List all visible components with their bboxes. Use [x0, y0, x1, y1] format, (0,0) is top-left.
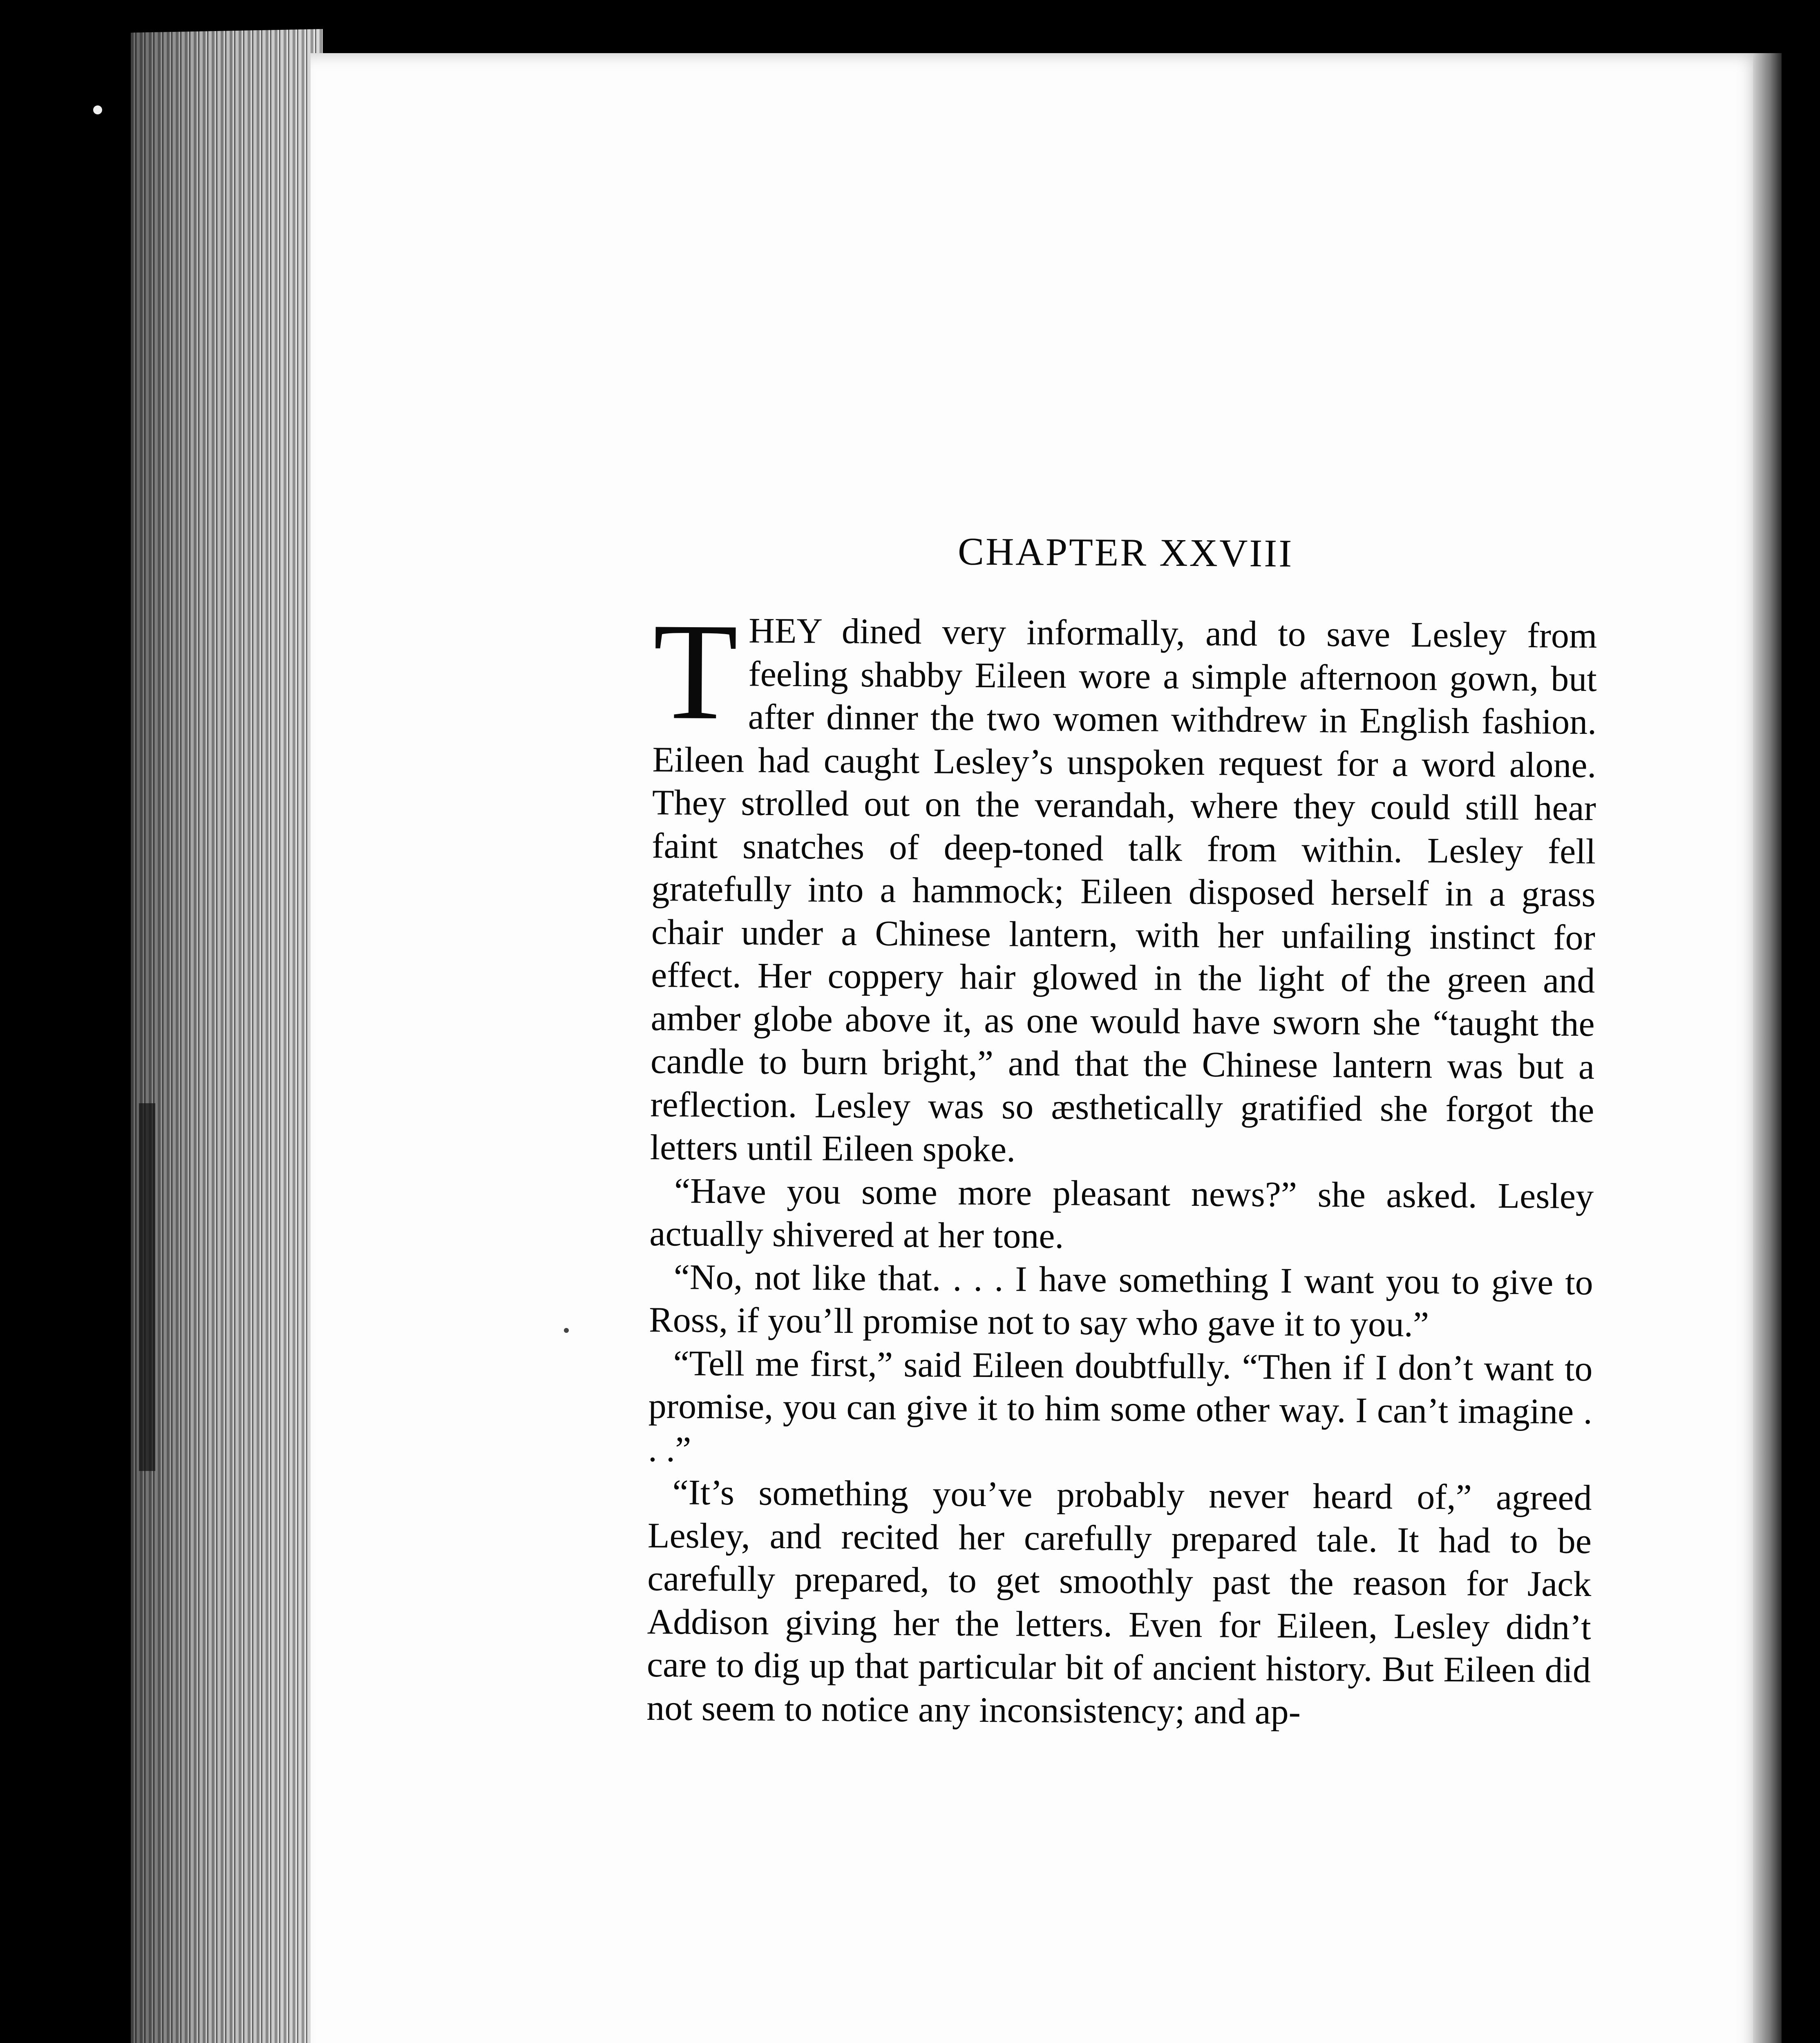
dust-speck [93, 105, 102, 114]
chapter-heading: CHAPTER XXVIII [957, 529, 1294, 575]
body-text [646, 594, 1597, 1735]
paragraph: “It’s something you’ve probably never heard of,” agreed Lesley, and recited her carefully prepared tale. It had to be carefully prepared, to get smoothly past the reason for Jack Addison giving her the letters. Even for Eileen, Lesley didn’t care to dig up that particular bit of ancient history. But Eileen did not seem to notice any inconsistency; and ap- [646, 1473, 1592, 1732]
page-right-edge [1753, 53, 1782, 2043]
spine-shadow [139, 1103, 155, 1471]
paragraph-text: HEY dined very informally, and to save Lesley from feeling shabby Eileen wore a simple afternoon gown, but after dinner the two women withdrew in English fashion. Eileen had caught Lesley’s unspoken request for a word alone. They strolled out on the verandah, where they could still hear faint snatches of deep-toned talk from within. Lesley fell gratefully into a hammock; Eileen disposed herself in a grass chair under a Chinese lantern, with her unfailing instinct for effect. Her coppery hair glowed in the light of the green and amber globe above it, as one would have sworn she “taught the candle to burn bright,” and that the Chinese lantern was but a reflection. Lesley was so æsthetically gratified she forgot the letters until Eileen spoke. [650, 611, 1597, 1170]
paragraph: “Tell me first,” said Eileen doubtfully. “Then if I don’t want to promise, you can give it to him some other way. I can’t imagine . . .” [648, 1343, 1593, 1470]
paragraph: “No, not like that. . . . I have something I want you to give to Ross, if you’ll promise not to say who gave it to you.” [648, 1257, 1594, 1345]
paragraph: “Have you some more pleasant news?” she asked. Lesley actually shivered at her tone. [649, 1171, 1594, 1256]
page-edges-shadow [131, 29, 323, 2043]
text-block [645, 527, 1598, 2036]
paragraph [650, 594, 1597, 1175]
drop-cap: T [652, 594, 738, 749]
dust-speck [564, 1328, 569, 1333]
